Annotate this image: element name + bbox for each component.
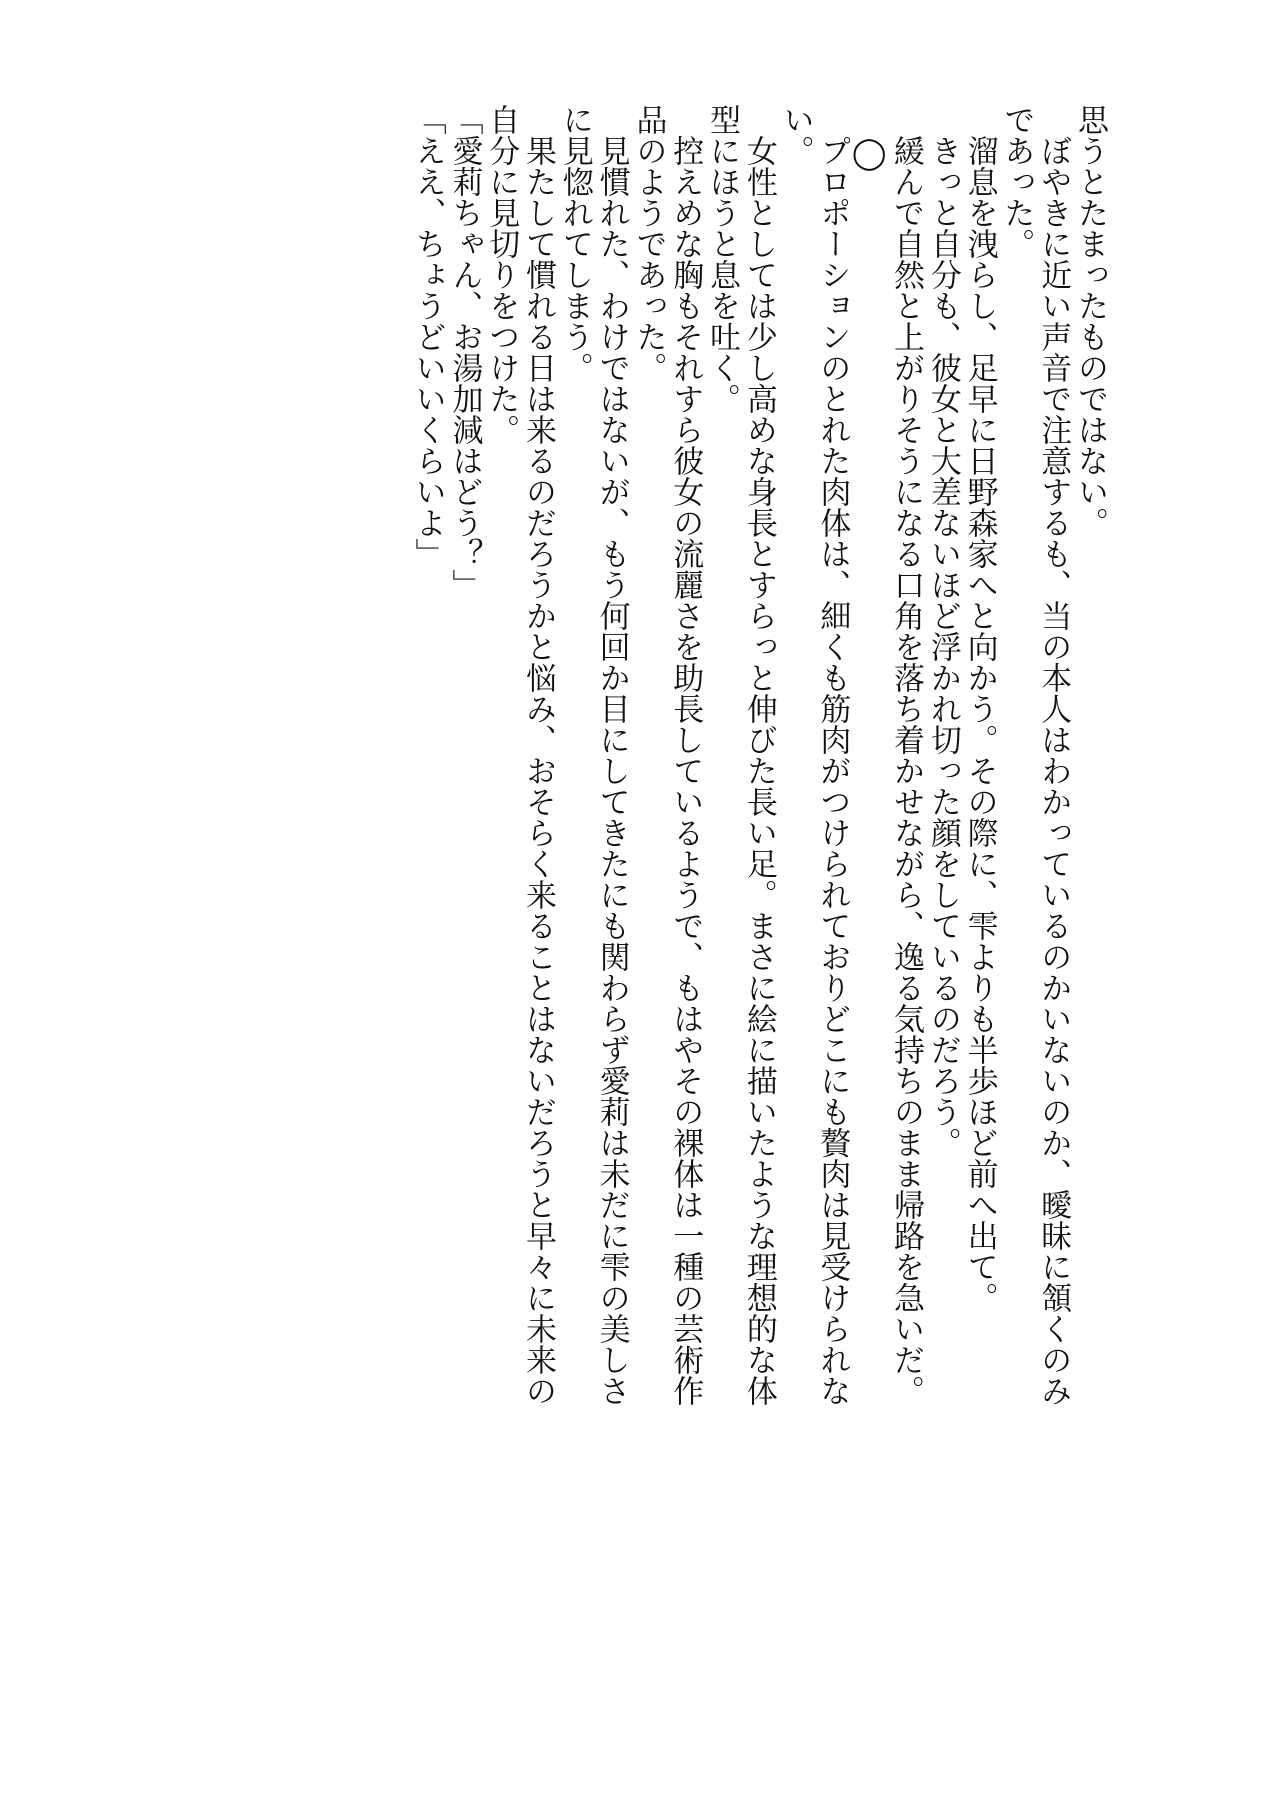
text-line: プロポーションのとれた肉体は、細くも筋肉がつけられておりどこにも贅肉は見受けられな: [814, 104, 851, 1406]
text-line: ぼやきに近い声音で注意するも、当の本人はわかっているのかいないのか、曖昧に頷くのみ: [1035, 104, 1072, 1406]
text-line: に見惚れてしまう。: [556, 104, 593, 383]
text-line: きっと自分も、彼女と大差ないほど浮かれ切った顔をしているのだろう。: [924, 104, 961, 1158]
text-line: 溜息を洩らし、足早に日野森家へと向かう。その際に、雫よりも半歩ほど前へ出て。: [961, 104, 998, 1313]
text-line: であった。: [998, 104, 1035, 259]
scene-break-circle: ◯: [851, 135, 888, 171]
text-line: 見慣れた、わけではないが、もう何回か目にしてきたにも関わらず愛莉は未だに雫の美しさ: [593, 104, 630, 1406]
text-line: 型にほうと息を吐く。: [704, 104, 741, 414]
text-line: 品のようであった。: [630, 104, 667, 383]
text-line: 緩んで自然と上がりそうになる口角を落ち着かせながら、逸る気持ちのまま帰路を急いだ。: [888, 104, 925, 1406]
text-line: 自分に見切りをつけた。: [483, 104, 520, 445]
text-line: 思うとたまったものではない。: [1072, 104, 1108, 538]
dialogue-line: 「愛莉ちゃん、お湯加減はどう？」: [446, 104, 483, 600]
text-line: 果たして慣れる日は来るのだろうかと悩み、おそらく来ることはないだろうと早々に未来の: [520, 104, 557, 1406]
dialogue-line: 「ええ、ちょうどいいくらいよ」: [409, 104, 446, 569]
text-line: 女性としては少し高めな身長とすらっと伸びた長い足。まさに絵に描いたような理想的な体: [740, 104, 777, 1406]
vertical-text-body: [68, 104, 1108, 1744]
text-line: 控えめな胸もそれすら彼女の流麗さを助長しているようで、もはやその裸体は一種の芸術作: [667, 104, 704, 1406]
text-line: い。: [777, 104, 814, 166]
